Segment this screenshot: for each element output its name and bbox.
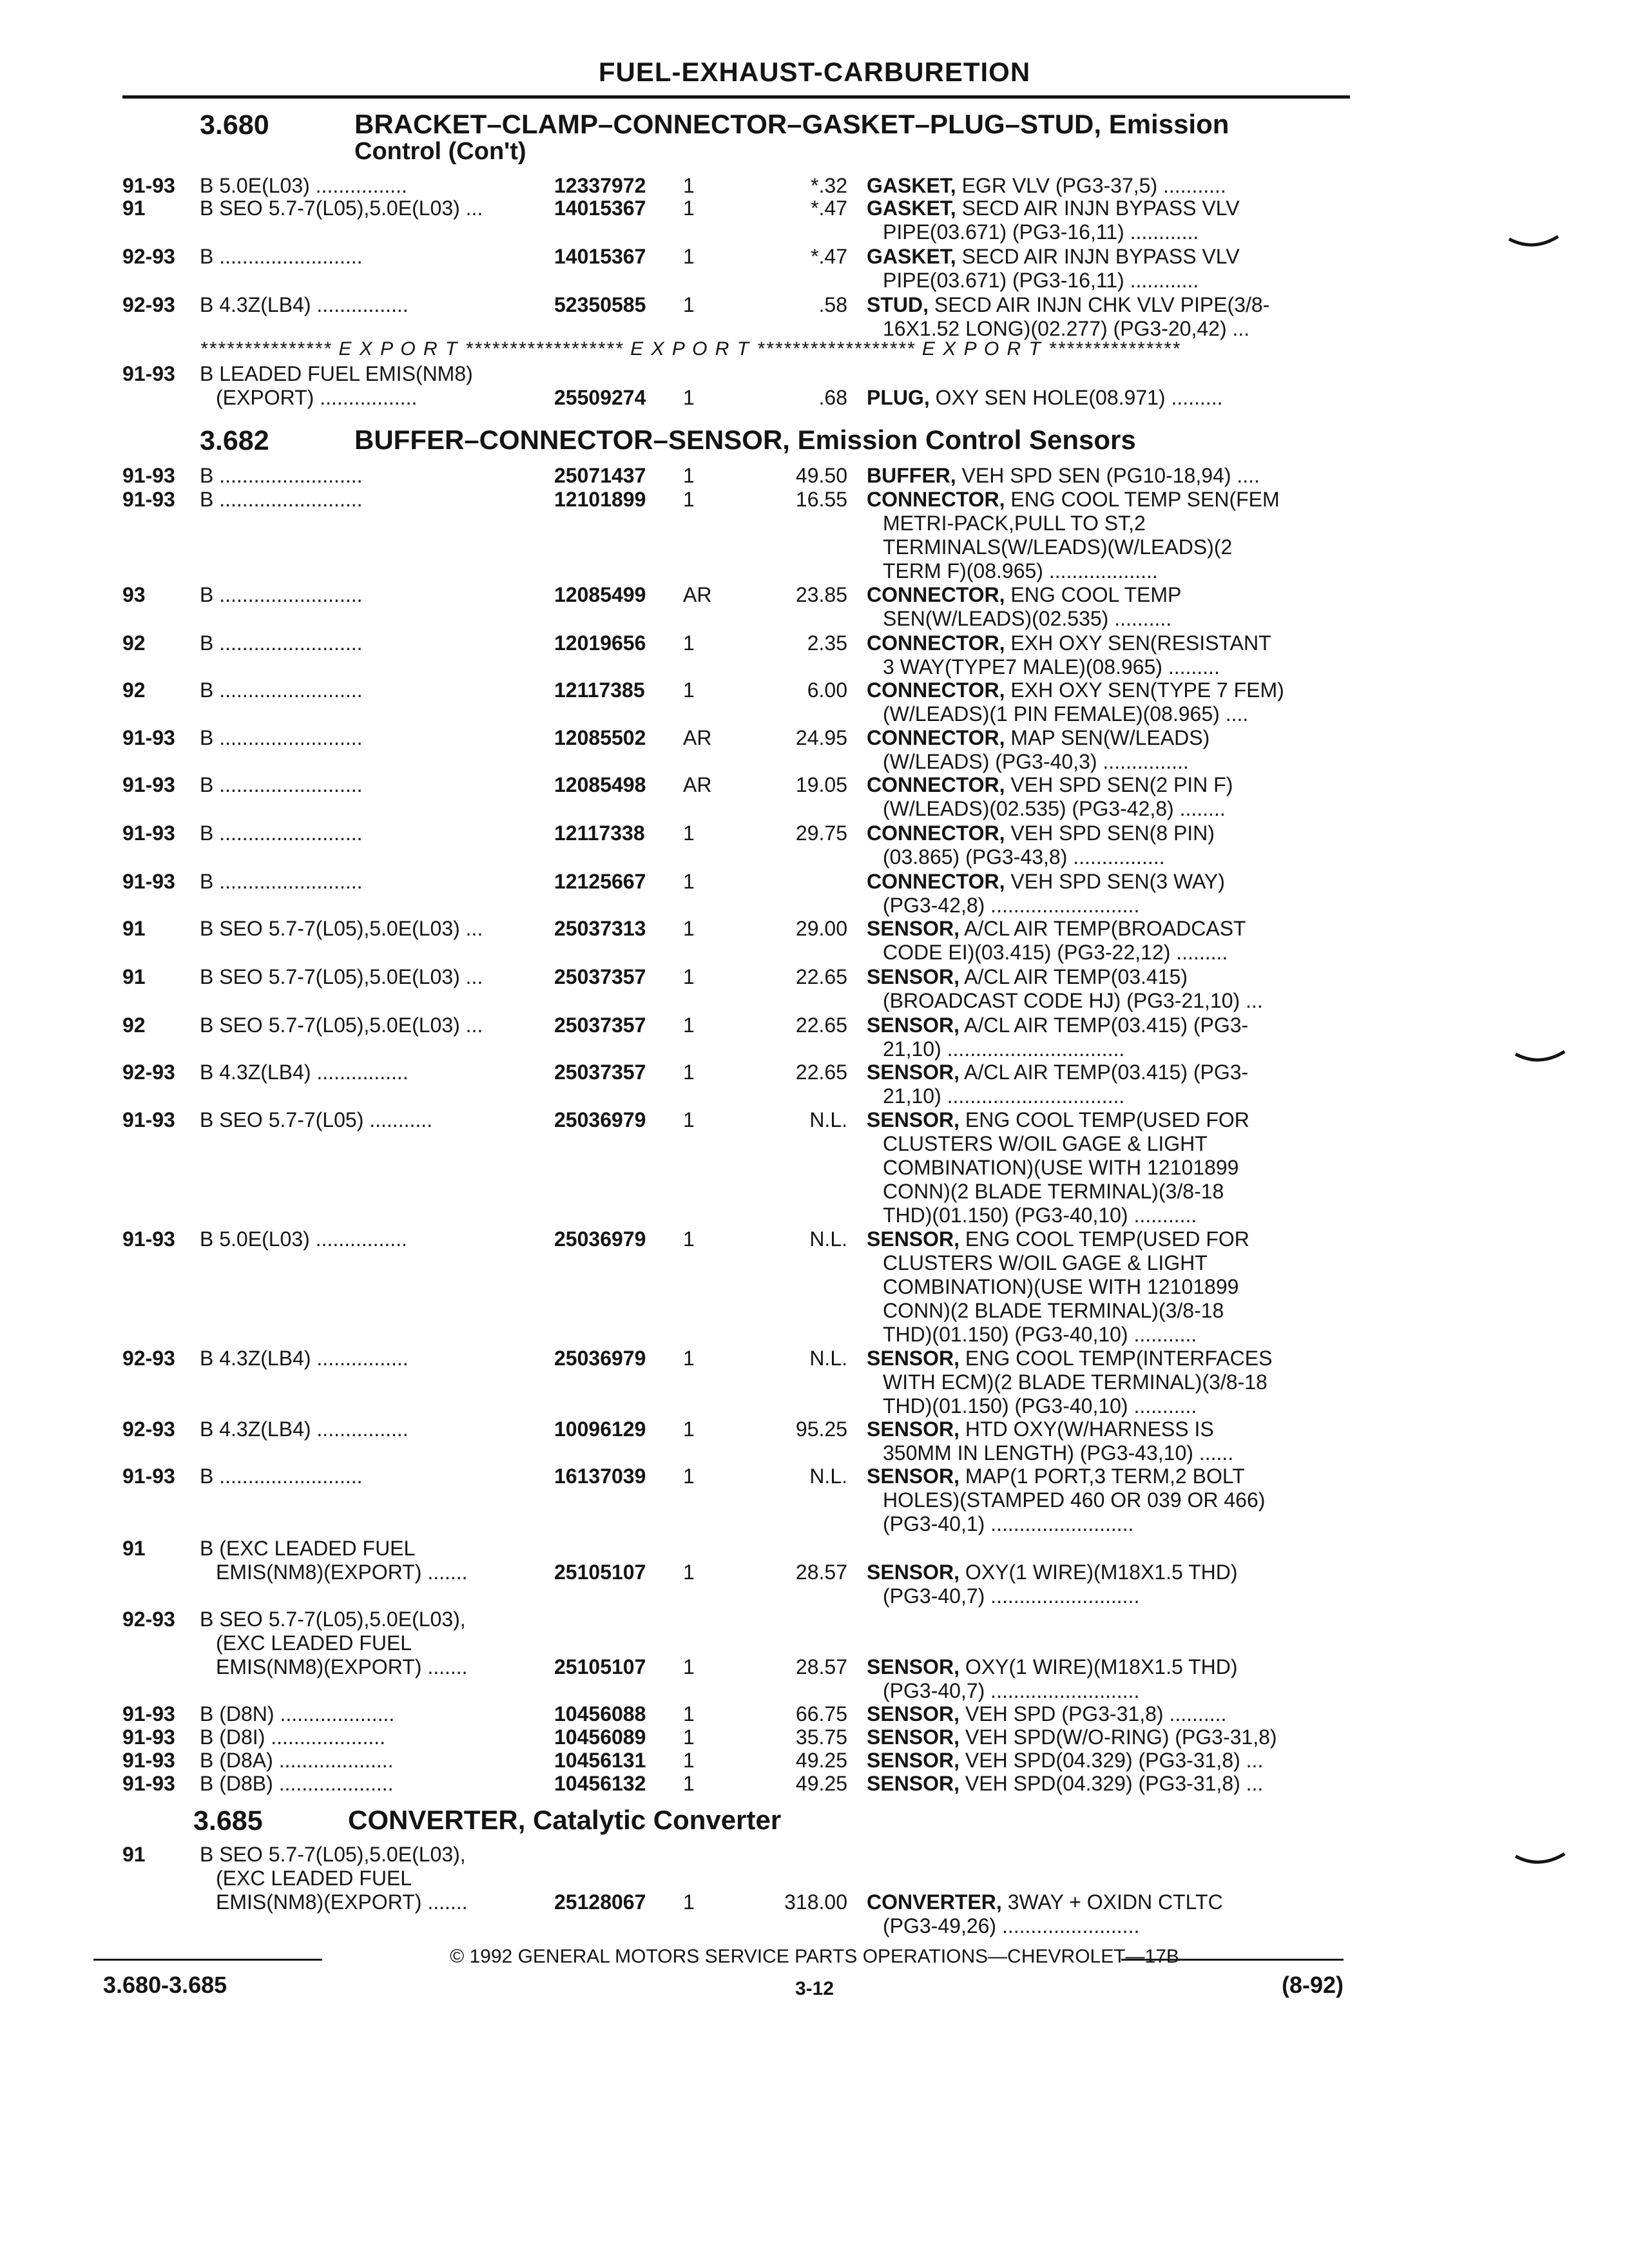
part-number: 25128067 [554,1890,646,1914]
margin-mark-icon [1514,1050,1566,1066]
part-number: 25037357 [554,965,646,988]
part-number: 10456088 [554,1702,646,1725]
part-number: 25036979 [554,1347,646,1370]
page-number: 3-12 [795,1978,834,1999]
footer-section-range: 3.680-3.685 [103,1972,227,1998]
part-number: 14015367 [554,197,646,220]
part-number: 25037313 [554,917,646,940]
footer-edition: (8-92) [1281,1972,1344,1998]
part-number: 25036979 [554,1227,646,1251]
part-number: 12085502 [554,726,646,749]
page-title: FUEL-EXHAUST-CARBURETION [598,57,1031,87]
section-number: 3.685 [193,1805,263,1836]
footer-copyright: © 1992 GENERAL MOTORS SERVICE PARTS OPERATIONS—CHEVROLET—17B [450,1946,1179,1967]
part-number: 12125667 [554,870,646,893]
section-title: BUFFER–CONNECTOR–SENSOR, Emission Control Sensors [354,425,1136,455]
margin-mark-icon [1508,235,1559,251]
part-number: 25036979 [554,1108,646,1131]
part-number: 25071437 [554,464,646,487]
part-number: 25509274 [554,386,646,409]
section-number: 3.680 [200,110,269,140]
part-number: 10096129 [554,1418,646,1441]
part-number: 12117338 [554,822,645,845]
section-number: 3.682 [200,425,269,456]
part-number: 25037357 [554,1014,646,1037]
part-number: 25037357 [554,1061,646,1084]
header-rule [122,95,1350,99]
section-title: BRACKET–CLAMP–CONNECTOR–GASKET–PLUG–STUD, Emission Control (Con't) [354,109,1229,165]
part-number: 25105107 [554,1655,646,1678]
part-number: 10456089 [554,1725,646,1749]
part-number: 52350585 [554,293,646,316]
part-number: 12337972 [554,174,646,197]
part-number: 14015367 [554,245,646,268]
part-number: 16137039 [554,1465,646,1488]
part-number: 12085498 [554,773,646,796]
part-number: 12101899 [554,488,646,511]
section-heading [122,110,1508,180]
part-number: 25105107 [554,1561,646,1584]
part-number: 10456132 [554,1772,646,1795]
part-number: 12085499 [554,583,646,606]
section-title: CONVERTER, Catalytic Converter [348,1805,782,1835]
margin-mark-icon [1514,1852,1566,1868]
part-number: 12117385 [554,678,645,702]
part-number: 10456131 [554,1749,646,1772]
export-band: *************** E X P O R T ****************** E X P O R T ****************** E X P O R T *************** [200,338,1181,360]
part-number: 12019656 [554,631,646,655]
